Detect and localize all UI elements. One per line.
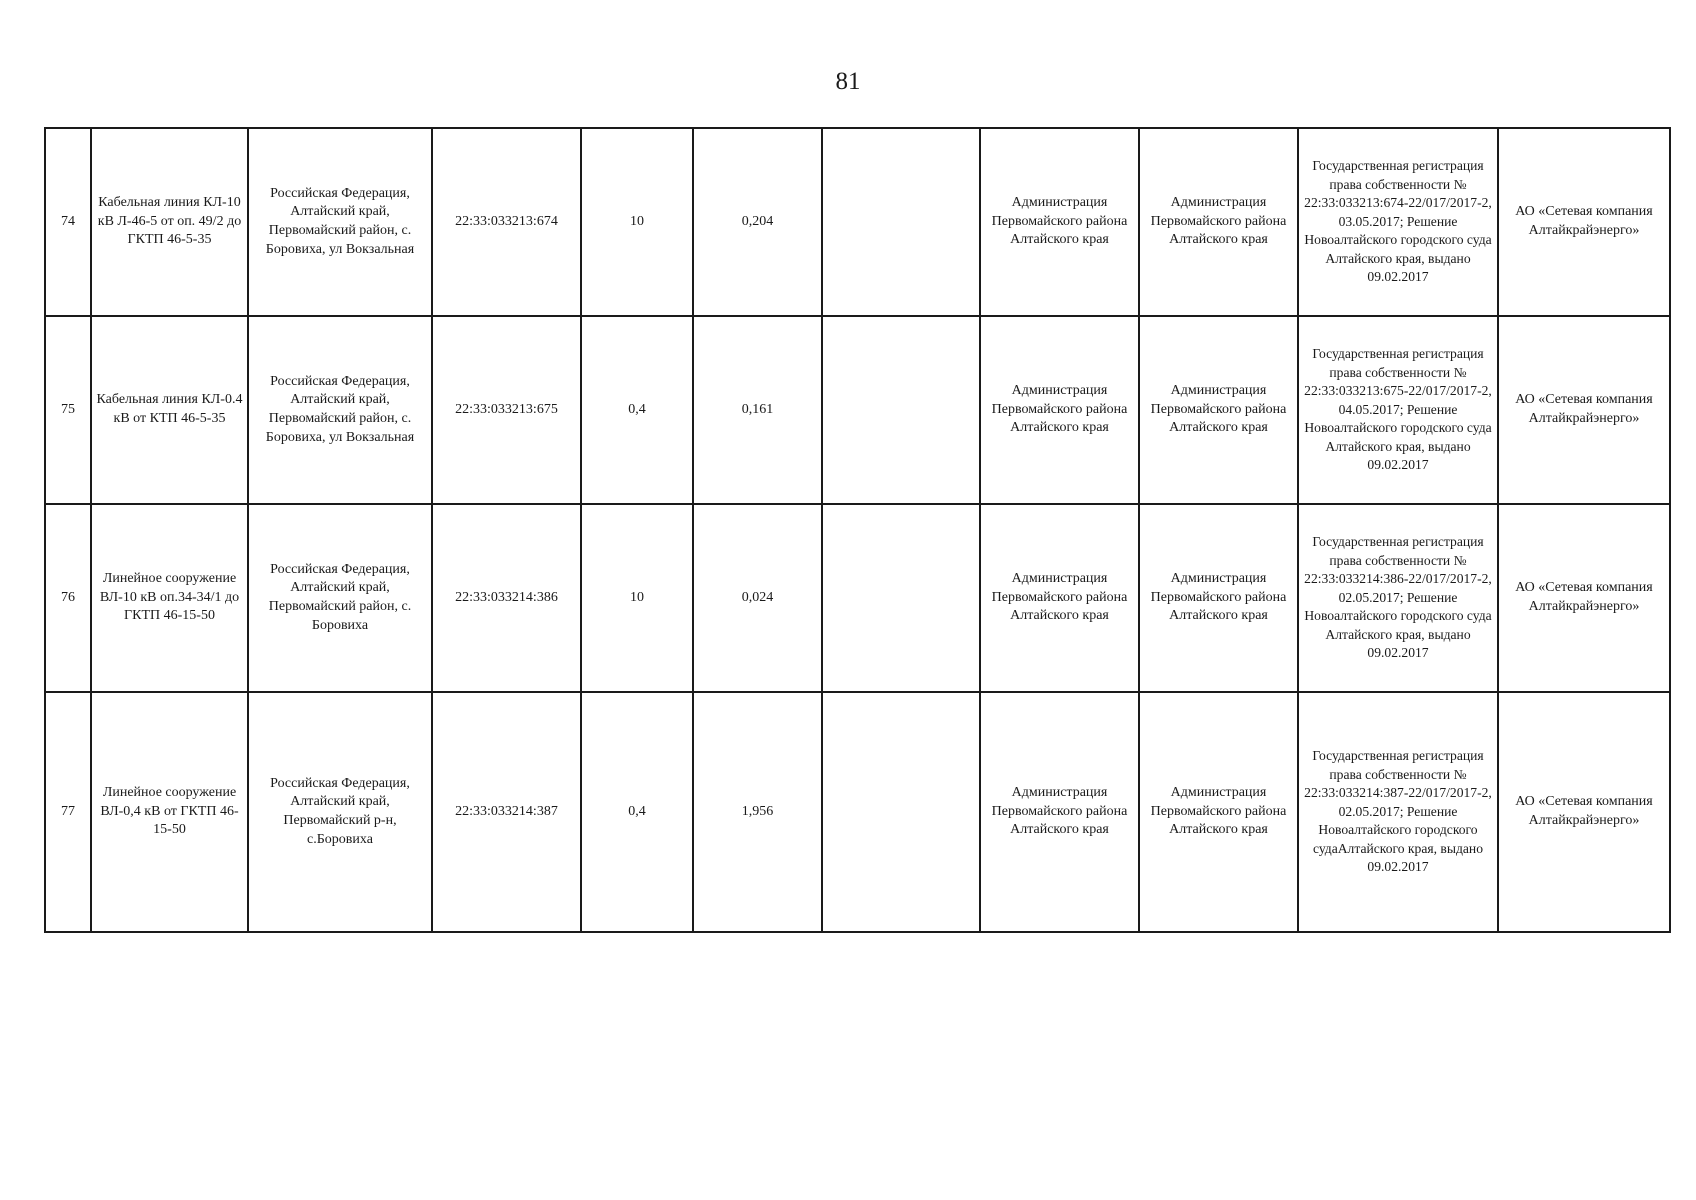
table-row [45,504,1670,692]
rights-holder: Администрация Первомайского района Алтайского края [980,316,1139,504]
object-address: Российская Федерация, Алтайский край, Первомайский район, с. Боровиха, ул Вокзальная [248,316,432,504]
cadastral-number: 22:33:033213:675 [432,316,581,504]
registration-details: Государственная регистрация права собственности № 22:33:033213:675-22/017/2017-2, 04.05.2017; Решение Новоалтайского городского суда Алтайского края, выдано 09.02.2017 [1298,316,1498,504]
object-name: Кабельная линия КЛ-10 кВ Л-46-5 от оп. 49/2 до ГКТП 46-5-35 [91,128,248,316]
voltage-value: 10 [581,504,693,692]
empty-cell [822,316,980,504]
row-number: 77 [45,692,91,932]
rights-holder: Администрация Первомайского района Алтайского края [980,692,1139,932]
object-address: Российская Федерация, Алтайский край, Первомайский район, с. Боровиха, ул Вокзальная [248,128,432,316]
object-address: Российская Федерация, Алтайский край, Первомайский район, с. Боровиха [248,504,432,692]
length-value: 0,161 [693,316,822,504]
object-name: Кабельная линия КЛ-0.4 кВ от КТП 46-5-35 [91,316,248,504]
object-name: Линейное сооружение ВЛ-0,4 кВ от ГКТП 46-15-50 [91,692,248,932]
length-value: 0,204 [693,128,822,316]
object-name: Линейное сооружение ВЛ-10 кВ оп.34-34/1 до ГКТП 46-15-50 [91,504,248,692]
empty-cell [822,504,980,692]
row-number: 76 [45,504,91,692]
owner: Администрация Первомайского района Алтайского края [1139,692,1298,932]
page-number: 81 [835,68,861,95]
owner: Администрация Первомайского района Алтайского края [1139,316,1298,504]
cadastral-number: 22:33:033213:674 [432,128,581,316]
length-value: 1,956 [693,692,822,932]
rights-holder: Администрация Первомайского района Алтайского края [980,504,1139,692]
registration-details: Государственная регистрация права собственности № 22:33:033214:387-22/017/2017-2, 02.05.2017; Решение Новоалтайского городского судаАлтайского края, выдано 09.02.2017 [1298,692,1498,932]
row-number: 75 [45,316,91,504]
operator: АО «Сетевая компания Алтайкрайэнерго» [1498,692,1670,932]
voltage-value: 0,4 [581,316,693,504]
voltage-value: 0,4 [581,692,693,932]
owner: Администрация Первомайского района Алтайского края [1139,128,1298,316]
cadastral-number: 22:33:033214:387 [432,692,581,932]
object-address: Российская Федерация, Алтайский край, Первомайский р-н, с.Боровиха [248,692,432,932]
registration-details: Государственная регистрация права собственности № 22:33:033214:386-22/017/2017-2, 02.05.2017; Решение Новоалтайского городского суда Алтайского края, выдано 09.02.2017 [1298,504,1498,692]
owner: Администрация Первомайского района Алтайского края [1139,504,1298,692]
empty-cell [822,692,980,932]
registration-details: Государственная регистрация права собственности № 22:33:033213:674-22/017/2017-2, 03.05.2017; Решение Новоалтайского городского суда Алтайского края, выдано 09.02.2017 [1298,128,1498,316]
property-registry-table [44,127,1671,933]
table-row [45,128,1670,316]
operator: АО «Сетевая компания Алтайкрайэнерго» [1498,128,1670,316]
table-row [45,316,1670,504]
table-row [45,692,1670,932]
operator: АО «Сетевая компания Алтайкрайэнерго» [1498,316,1670,504]
rights-holder: Администрация Первомайского района Алтайского края [980,128,1139,316]
operator: АО «Сетевая компания Алтайкрайэнерго» [1498,504,1670,692]
length-value: 0,024 [693,504,822,692]
cadastral-number: 22:33:033214:386 [432,504,581,692]
empty-cell [822,128,980,316]
voltage-value: 10 [581,128,693,316]
row-number: 74 [45,128,91,316]
